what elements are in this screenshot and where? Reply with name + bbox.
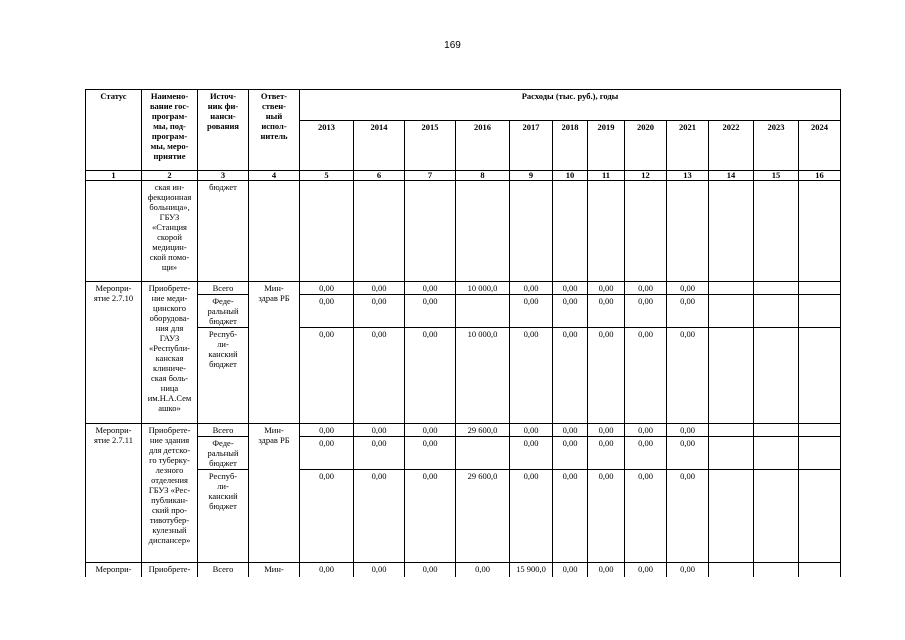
column-number: 8 <box>456 171 510 181</box>
value-cell <box>510 181 553 282</box>
value-cell <box>405 181 456 282</box>
expense-value <box>799 282 841 295</box>
expense-value: 0,00 <box>354 282 405 295</box>
header-year: 2014 <box>354 121 405 171</box>
expense-value <box>799 563 841 577</box>
expense-value: 0,00 <box>405 563 456 577</box>
expense-value: 0,00 <box>588 437 625 470</box>
expense-value <box>709 437 754 470</box>
expense-value <box>754 295 799 328</box>
measure-executor: Мин- здрав РБ <box>249 282 300 424</box>
expense-value: 0,00 <box>405 424 456 437</box>
expense-value: 0,00 <box>510 295 553 328</box>
funding-source: Всего <box>198 424 249 437</box>
expense-value: 0,00 <box>588 328 625 424</box>
expense-value <box>456 437 510 470</box>
table-body <box>86 90 841 577</box>
source-cell: бюджет <box>198 181 249 282</box>
measure-executor: Мин- здрав РБ <box>249 424 300 563</box>
column-number: 15 <box>754 171 799 181</box>
expense-value: 0,00 <box>300 295 354 328</box>
table-row <box>86 90 841 121</box>
expense-value: 0,00 <box>300 328 354 424</box>
measure-status: Меропри- ятие 2.7.10 <box>86 282 142 424</box>
header-year: 2021 <box>667 121 709 171</box>
header-year: 2018 <box>553 121 588 171</box>
expense-value: 0,00 <box>510 282 553 295</box>
measure-name: Приобрете- ние меди- цинского оборудова- ния для ГАУЗ «Республи- канская клиниче- ская боль- ница им.Н.А.Сем ашко» <box>142 282 198 424</box>
table-row <box>86 282 841 295</box>
measure-name: Приобрете- ние здания для детско- го туберку- лезного отделения ГБУЗ «Рес- публикан- ский про- тивотубер- кулезный диспансер» <box>142 424 198 563</box>
expense-value: 0,00 <box>553 295 588 328</box>
expense-value <box>754 282 799 295</box>
column-number: 10 <box>553 171 588 181</box>
expense-value: 0,00 <box>667 328 709 424</box>
expense-value: 0,00 <box>354 437 405 470</box>
page-number: 169 <box>444 40 461 51</box>
table-row <box>86 470 841 563</box>
expense-value: 0,00 <box>553 470 588 563</box>
expense-value: 0,00 <box>354 470 405 563</box>
expense-value: 0,00 <box>667 437 709 470</box>
value-cell <box>553 181 588 282</box>
expense-value: 0,00 <box>300 437 354 470</box>
table-row <box>86 424 841 437</box>
column-number: 13 <box>667 171 709 181</box>
expense-value: 0,00 <box>667 282 709 295</box>
value-cell <box>667 181 709 282</box>
funding-source: Всего <box>198 563 249 577</box>
expense-value: 0,00 <box>625 295 667 328</box>
expense-value: 0,00 <box>553 563 588 577</box>
column-number: 3 <box>198 171 249 181</box>
expense-value: 29 600,0 <box>456 470 510 563</box>
expense-value <box>799 437 841 470</box>
funding-source: Респуб- ли- канский бюджет <box>198 470 249 563</box>
table-row <box>86 181 841 282</box>
expense-value: 0,00 <box>667 424 709 437</box>
expense-value: 0,00 <box>405 328 456 424</box>
expenses-table <box>85 89 841 577</box>
expense-value: 0,00 <box>354 424 405 437</box>
table-row <box>86 437 841 470</box>
expense-value: 0,00 <box>625 282 667 295</box>
expense-value <box>754 424 799 437</box>
column-number: 16 <box>799 171 841 181</box>
header-executor: Ответ- ствен- ный испол- нитель <box>249 90 300 171</box>
expense-value: 0,00 <box>354 563 405 577</box>
expense-value: 0,00 <box>456 563 510 577</box>
expense-value: 0,00 <box>510 424 553 437</box>
header-name: Наимено- вание гос- програм- мы, под- програм- мы, меро- приятие <box>142 90 198 171</box>
expense-value <box>799 424 841 437</box>
funding-source: Респуб- ли- канский бюджет <box>198 328 249 424</box>
measure-status: Меропри- ятие 2.7.11 <box>86 424 142 563</box>
expense-value: 0,00 <box>625 563 667 577</box>
header-expenses: Расходы (тыс. руб.), годы <box>300 90 841 121</box>
executor-cell <box>249 181 300 282</box>
header-source: Источ- ник фи- нанси- рования <box>198 90 249 171</box>
expense-value <box>709 295 754 328</box>
column-number: 14 <box>709 171 754 181</box>
expense-value: 0,00 <box>354 295 405 328</box>
column-number: 1 <box>86 171 142 181</box>
expense-value: 0,00 <box>553 328 588 424</box>
value-cell <box>754 181 799 282</box>
expense-value: 15 900,0 <box>510 563 553 577</box>
expense-value: 0,00 <box>625 437 667 470</box>
expense-value: 0,00 <box>510 470 553 563</box>
expense-value <box>709 328 754 424</box>
value-cell <box>625 181 667 282</box>
funding-source: Феде- ральный бюджет <box>198 437 249 470</box>
header-year: 2023 <box>754 121 799 171</box>
status-cell <box>86 181 142 282</box>
expense-value: 0,00 <box>588 424 625 437</box>
value-cell <box>300 181 354 282</box>
header-status: Статус <box>86 90 142 171</box>
header-year: 2022 <box>709 121 754 171</box>
expense-value: 0,00 <box>300 470 354 563</box>
header-year: 2020 <box>625 121 667 171</box>
funding-source: Феде- ральный бюджет <box>198 295 249 328</box>
expense-value <box>799 295 841 328</box>
expense-value <box>754 470 799 563</box>
expense-value <box>456 295 510 328</box>
expense-value: 0,00 <box>553 424 588 437</box>
expense-value: 29 600,0 <box>456 424 510 437</box>
expense-value: 0,00 <box>405 295 456 328</box>
column-number: 11 <box>588 171 625 181</box>
expense-value: 0,00 <box>510 437 553 470</box>
expense-value: 0,00 <box>553 437 588 470</box>
name-cell: ская ин- фекционная больница», ГБУЗ «Станция скорой медицин- ской помо- щи» <box>142 181 198 282</box>
expense-value <box>754 563 799 577</box>
funding-source: Всего <box>198 282 249 295</box>
expense-value <box>754 437 799 470</box>
header-year: 2013 <box>300 121 354 171</box>
expense-value: 0,00 <box>405 282 456 295</box>
expense-value <box>799 470 841 563</box>
column-number: 9 <box>510 171 553 181</box>
expense-value <box>709 424 754 437</box>
value-cell <box>588 181 625 282</box>
column-number: 4 <box>249 171 300 181</box>
expense-value: 0,00 <box>667 295 709 328</box>
column-number: 2 <box>142 171 198 181</box>
expense-value <box>754 328 799 424</box>
table-row <box>86 295 841 328</box>
expense-value: 0,00 <box>588 282 625 295</box>
column-number: 6 <box>354 171 405 181</box>
value-cell <box>799 181 841 282</box>
table-row <box>86 171 841 181</box>
table-row <box>86 328 841 424</box>
expense-value: 0,00 <box>588 295 625 328</box>
expense-value <box>799 328 841 424</box>
header-year: 2024 <box>799 121 841 171</box>
column-number: 7 <box>405 171 456 181</box>
column-number: 12 <box>625 171 667 181</box>
expense-value: 0,00 <box>667 563 709 577</box>
expense-value: 10 000,0 <box>456 282 510 295</box>
expense-value: 10 000,0 <box>456 328 510 424</box>
expense-value <box>709 563 754 577</box>
header-year: 2017 <box>510 121 553 171</box>
expense-value: 0,00 <box>667 470 709 563</box>
expense-value: 0,00 <box>625 470 667 563</box>
expense-value: 0,00 <box>510 328 553 424</box>
expense-value: 0,00 <box>625 424 667 437</box>
table-row <box>86 563 841 577</box>
expense-value: 0,00 <box>300 282 354 295</box>
expense-value: 0,00 <box>588 470 625 563</box>
expense-value: 0,00 <box>625 328 667 424</box>
header-year: 2019 <box>588 121 625 171</box>
value-cell <box>709 181 754 282</box>
header-year: 2015 <box>405 121 456 171</box>
expense-value <box>709 282 754 295</box>
column-number: 5 <box>300 171 354 181</box>
expense-value: 0,00 <box>405 470 456 563</box>
expense-value: 0,00 <box>588 563 625 577</box>
measure-status: Меропри- <box>86 563 142 577</box>
expense-value: 0,00 <box>405 437 456 470</box>
value-cell <box>354 181 405 282</box>
expense-value: 0,00 <box>354 328 405 424</box>
value-cell <box>456 181 510 282</box>
expense-value: 0,00 <box>553 282 588 295</box>
expense-value <box>709 470 754 563</box>
measure-name: Приобрете- <box>142 563 198 577</box>
expense-value: 0,00 <box>300 424 354 437</box>
expense-value: 0,00 <box>300 563 354 577</box>
header-year: 2016 <box>456 121 510 171</box>
measure-executor: Мин- <box>249 563 300 577</box>
